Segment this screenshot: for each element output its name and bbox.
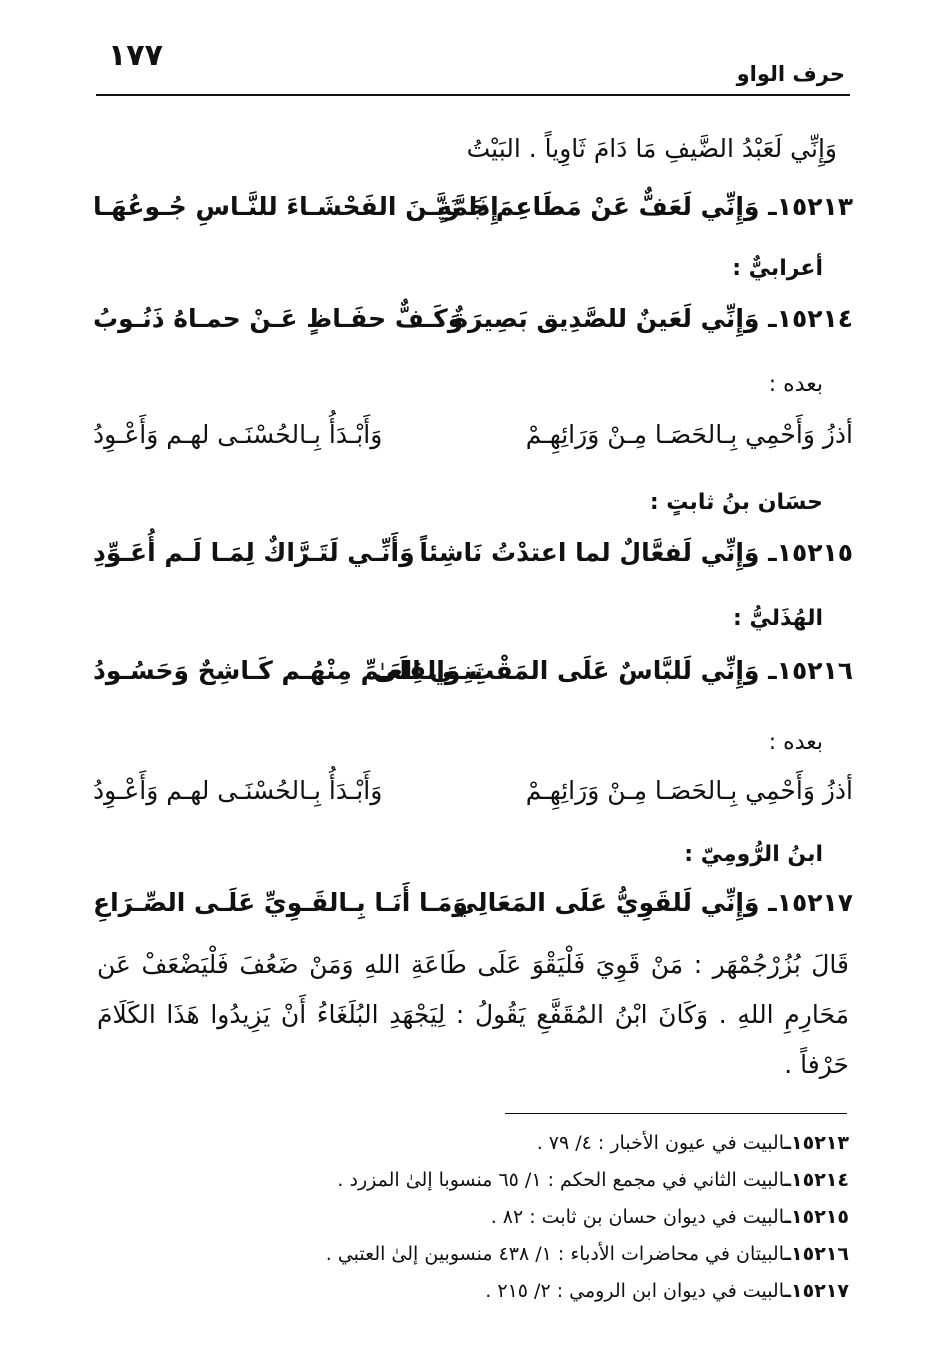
first-hemistich-text: وَإِنِّي لَعَينٌ للصَّدِيق بَصِيرَةٌ xyxy=(453,304,760,333)
header-rule xyxy=(96,94,850,96)
footnote-number: ١٥٢١٥ـ xyxy=(784,1206,849,1228)
verse-15213 xyxy=(93,192,853,232)
footnote-text: البيت في ديوان حسان بن ثابت : ٨٢ . xyxy=(490,1206,785,1228)
prose-paragraph xyxy=(97,940,849,1090)
verse-second-hemistich: إِذَا زَيَّـنَ الفَحْشَـاءَ للنَّـاسِ جُـوعُهَـا xyxy=(93,192,499,221)
footnote-number: ١٥٢١٧ـ xyxy=(784,1280,849,1302)
footnote xyxy=(326,1243,849,1265)
verse-number: ١٥٢١٣ـ xyxy=(768,192,853,221)
verse-second-hemistich: وَأَبْـدَأُ بِـالحُسْنَـى لهـم وَأَعْـوِدُ xyxy=(93,420,383,449)
verse-second-hemistich: بَنِـي العَـمِّ مِنْهُـم كَـاشِحٌ وَحَسُـودُ xyxy=(93,656,483,685)
footnote xyxy=(485,1280,849,1302)
opening-line: وَإِنِّي لَعَبْدُ الضَّيفِ مَا دَامَ ثَاوِياً . البَيْتُ xyxy=(466,134,837,163)
footnote-text: البيت في عيون الأخبار : ٤/ ٧٩ . xyxy=(536,1132,785,1154)
poet-intro: بعده : xyxy=(768,730,823,755)
verse-15214 xyxy=(93,304,853,344)
first-hemistich-text: أذزُ وَأَحْمِي بِـالحَصَـا مِـنْ وَرَائِهِـمْ xyxy=(525,420,853,449)
footnote-rule xyxy=(505,1113,847,1114)
poet-intro: ابنُ الرُّومِيّ : xyxy=(684,842,823,867)
running-head: حرف الواو xyxy=(736,62,845,86)
poet-intro: بعده : xyxy=(768,372,823,397)
footnote xyxy=(337,1169,849,1191)
page-number: ١٧٧ xyxy=(108,38,163,73)
poet-intro: الهُذَليُّ : xyxy=(732,606,823,631)
verse-number: ١٥٢١٦ـ xyxy=(768,656,853,685)
prose-line: حَرْفاً . xyxy=(784,1050,849,1079)
verse-15216 xyxy=(93,656,853,696)
verse-second-hemistich: وَأَبْـدَأُ بِـالحُسْنَـى لهـم وَأَعْـوِدُ xyxy=(93,776,383,805)
first-hemistich-text: وَإِنِّي لَعَفٌّ عَنْ مَطَاعِمَ جَمَّةٍ xyxy=(437,192,760,221)
first-hemistich-text: وَإِنِّي لَفعَّالٌ لما اعتدْتُ نَاشِئاً xyxy=(419,538,760,567)
verse-second-hemistich: وَمَـا أَنَـا بِـالقَـوِيِّ عَلَـى الصِّـرَاعِ xyxy=(93,888,468,917)
poet-intro: حسَان بنُ ثابتٍ : xyxy=(649,490,823,515)
poet-intro: أعرابيٌّ : xyxy=(732,256,823,281)
prose-line: مَحَارِمِ اللهِ . وَكَانَ ابْنُ المُقَفَّعِ يَقُولُ : لِيَجْهَدِ البُلَغَاءُ أَنْ يَزِيدُوا هَذَا الكَلَامَ xyxy=(97,1000,849,1029)
verse-continuation xyxy=(93,420,853,460)
verse-second-hemistich: وَأَنِّـي لَتَـرَّاكٌ لِمَـا لَـم أُعَـوِّدِ xyxy=(93,538,415,567)
footnote xyxy=(537,1132,849,1154)
verse-second-hemistich: وَكَـفٌّ حفَـاظٍ عَـنْ حمـاهُ ذَنُـوبُ xyxy=(93,304,464,333)
verse-15217 xyxy=(93,888,853,928)
verse-15215 xyxy=(93,538,853,578)
first-hemistich-text: وَإِنِّي لَلقَوِيُّ عَلَى المَعَالِي xyxy=(452,888,760,917)
prose-line: قَالَ بُزُرْجُمْهَر : مَنْ قَوِيَ فَلْيَقْوَ عَلَى طَاعَةِ اللهِ وَمَنْ ضَعُفَ فَلْيَضْعَفْ عَن xyxy=(97,950,849,979)
footnote-number: ١٥٢١٤ـ xyxy=(784,1169,849,1191)
footnote-text: البيتان في محاضرات الأدباء : ١/ ٤٣٨ منسوبين إلىٰ العتبي . xyxy=(325,1243,785,1265)
footnote xyxy=(491,1206,849,1228)
verse-continuation xyxy=(93,776,853,816)
verse-number: ١٥٢١٥ـ xyxy=(768,538,853,567)
first-hemistich-text: أذزُ وَأَحْمِي بِـالحَصَـا مِـنْ وَرَائِهِـمْ xyxy=(525,776,853,805)
footnote-number: ١٥٢١٦ـ xyxy=(784,1243,849,1265)
footnote-text: البيت الثاني في مجمع الحكم : ١/ ٦٥ منسوبا إلىٰ المزرد . xyxy=(337,1169,785,1191)
first-hemistich-text: وَإِنِّي لَلبَّاسٌ عَلَى المَقْتِ وَالقِلَىٰ xyxy=(373,656,760,685)
verse-first-hemistich xyxy=(526,420,853,449)
verse-number: ١٥٢١٧ـ xyxy=(768,888,853,917)
footnote-number: ١٥٢١٣ـ xyxy=(784,1132,849,1154)
verse-first-hemistich xyxy=(419,538,853,567)
verse-first-hemistich xyxy=(437,192,853,221)
verse-first-hemistich xyxy=(453,888,853,917)
verse-first-hemistich xyxy=(526,776,853,805)
verse-number: ١٥٢١٤ـ xyxy=(768,304,853,333)
verse-first-hemistich xyxy=(453,304,853,333)
footnote-text: البيت في ديوان ابن الرومي : ٢/ ٢١٥ . xyxy=(485,1280,785,1302)
